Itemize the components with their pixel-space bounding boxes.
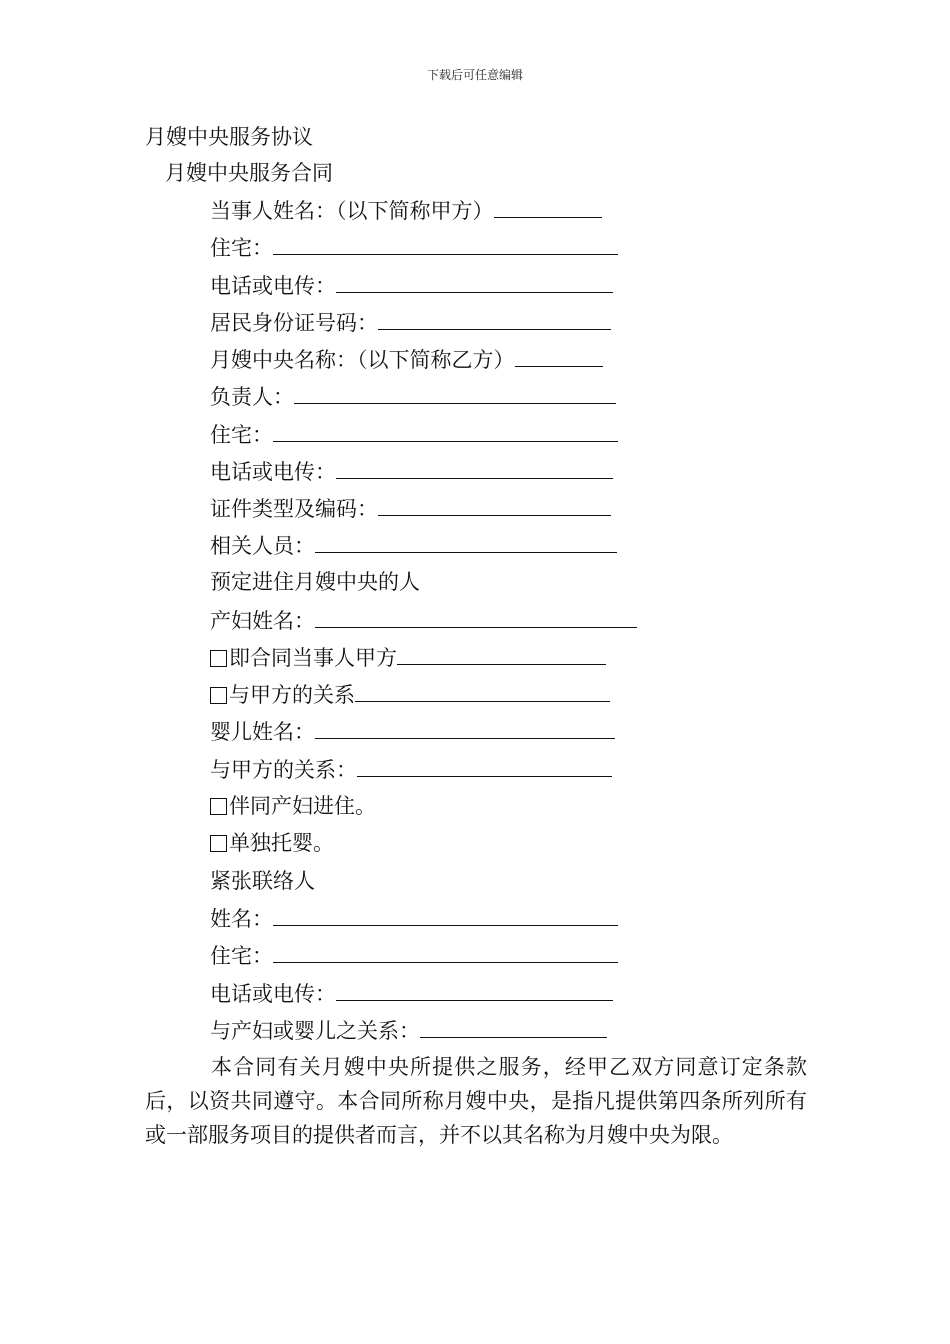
field-party-b-phone: 电话或电传： [210, 458, 613, 485]
field-mother-name: 产妇姓名： [210, 607, 637, 634]
blank-line[interactable] [273, 905, 618, 926]
field-baby-name: 婴儿姓名： [210, 718, 615, 745]
section-label-residents: 预定进住月嫂中央的人 [210, 570, 420, 594]
field-baby-relation: 与甲方的关系： [210, 756, 612, 783]
blank-line[interactable] [397, 644, 606, 665]
document-title: 月嫂中央服务协议 [145, 125, 313, 149]
section-label-emergency-contact: 紧张联络人 [210, 869, 315, 893]
blank-line[interactable] [378, 495, 611, 516]
field-party-b-address: 住宅： [210, 421, 618, 448]
blank-line[interactable] [315, 532, 617, 553]
option-with-mother: 伴同产妇进住。 [210, 793, 376, 819]
field-party-b-manager: 负责人： [210, 383, 616, 410]
blank-line[interactable] [315, 718, 615, 739]
checkbox[interactable] [210, 798, 227, 815]
body-paragraph: 本合同有关月嫂中央所提供之服务，经甲乙双方同意订定条款后，以资共同遵守。本合同所称月嫂中央，是指凡提供第四条所列所有或一部服务项目的提供者而言，并不以其名称为月嫂中央为限。 [145, 1055, 807, 1147]
field-party-a-address: 住宅： [210, 234, 618, 261]
option-relation-to-party-a: 与甲方的关系 [210, 681, 610, 708]
blank-line[interactable] [378, 309, 611, 330]
field-related-persons: 相关人员： [210, 532, 617, 559]
blank-line[interactable] [494, 197, 602, 218]
blank-line[interactable] [355, 681, 610, 702]
blank-line[interactable] [315, 607, 637, 628]
blank-line[interactable] [294, 383, 616, 404]
checkbox[interactable] [210, 835, 227, 852]
blank-line[interactable] [273, 234, 618, 255]
checkbox[interactable] [210, 687, 227, 704]
blank-line[interactable] [336, 272, 613, 293]
checkbox[interactable] [210, 650, 227, 667]
field-party-a-id-number: 居民身份证号码： [210, 309, 611, 336]
blank-line[interactable] [515, 346, 603, 367]
document-subtitle: 月嫂中央服务合同 [165, 161, 333, 185]
field-contact-address: 住宅： [210, 942, 618, 969]
page-header: 下载后可任意编辑 [426, 68, 523, 82]
field-party-a-name: 当事人姓名：（以下简称甲方） [210, 197, 602, 224]
blank-line[interactable] [357, 756, 612, 777]
field-contact-phone: 电话或电传： [210, 980, 613, 1007]
blank-line[interactable] [336, 458, 613, 479]
blank-line[interactable] [420, 1017, 607, 1038]
option-baby-alone: 单独托婴。 [210, 830, 334, 856]
blank-line[interactable] [336, 980, 613, 1001]
field-party-b-name: 月嫂中央名称：（以下简称乙方） [210, 346, 603, 373]
field-contact-name: 姓名： [210, 905, 618, 932]
blank-line[interactable] [273, 421, 618, 442]
field-contact-relation: 与产妇或婴儿之关系： [210, 1017, 607, 1044]
field-party-b-id-type: 证件类型及编码： [210, 495, 611, 522]
blank-line[interactable] [273, 942, 618, 963]
field-party-a-phone: 电话或电传： [210, 272, 613, 299]
option-is-party-a: 即合同当事人甲方 [210, 644, 606, 671]
